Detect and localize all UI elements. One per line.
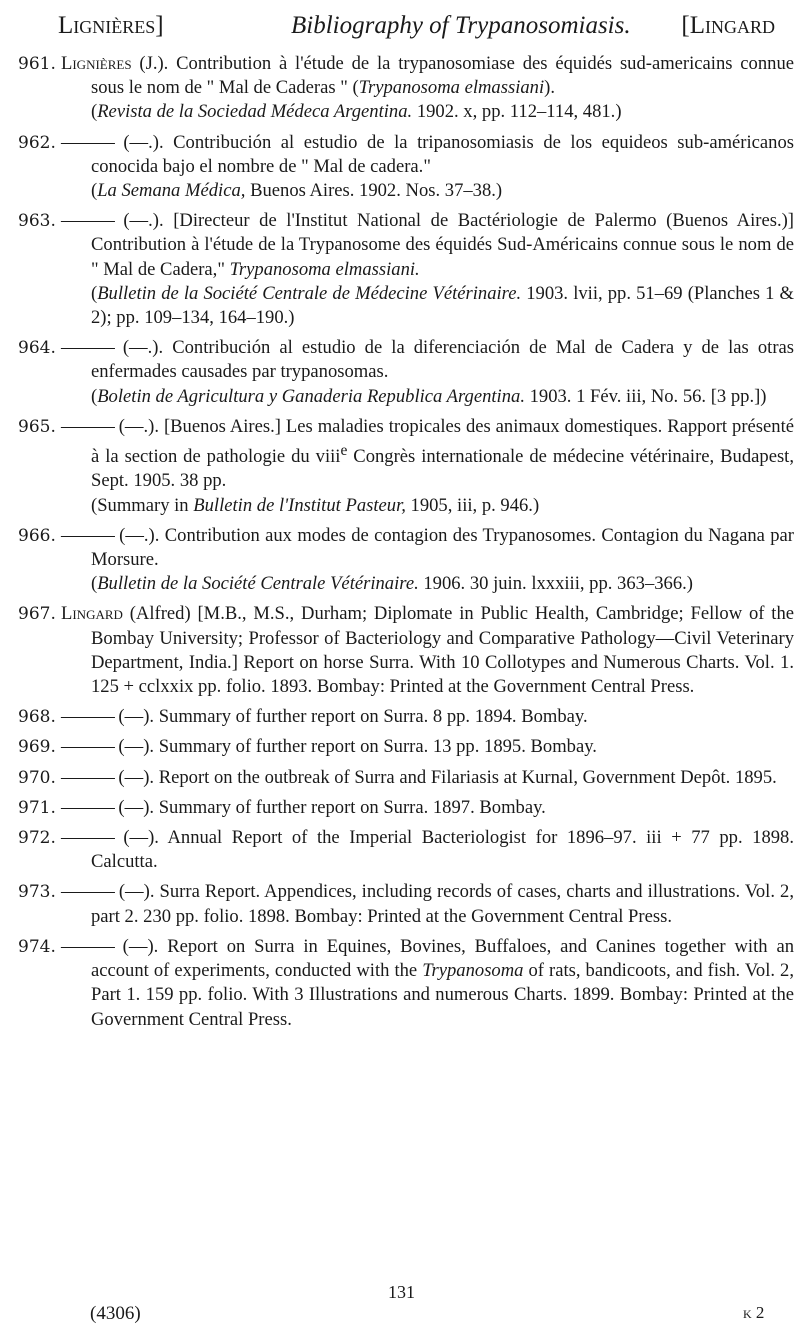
entry-974	[0, 935, 801, 1032]
entry-list	[0, 52, 801, 1038]
entry-number: 968.	[18, 707, 56, 728]
entry-text: Lingard (Alfred) [M.B., M.S., Durham; Diplomate in Public Health, Cambridge; Fellow of the Bombay University; Professor of Bacteriology and Comparative Pathology—Civil Veterinary Department, India.] Report on horse Surra. With 10 Collotypes and Numerous Charts. Vol. 1. 125 + cclxxix pp. folio. 1893. Bombay: Printed at the Government Central Press.	[61, 603, 794, 698]
entry-text: Lignières (J.). Contribution à l'étude de la trypanosomiase des équidés sud-americains connue sous le nom de " Mal de Caderas " (Trypanosoma elmassiani). (Revista de la Sociedad Médeca Argentina. 1902. x, pp. 112–114, 481.)	[61, 53, 794, 123]
entry-973	[0, 880, 801, 928]
entry-962	[0, 131, 801, 204]
entry-number: 973.	[18, 882, 56, 903]
entry-text: ——— (—). Annual Report of the Imperial Bacteriologist for 1896–97. iii + 77 pp. 1898. Calcutta.	[61, 827, 794, 873]
entry-number: 970.	[18, 767, 56, 788]
entry-number: 972.	[18, 828, 56, 849]
entry-971	[0, 796, 801, 820]
entry-text: ——— (—.). Contribution aux modes de contagion des Trypanosomes. Contagion du Nagana par Morsure. (Bulletin de la Société Centrale Vétérinaire. 1906. 30 juin. lxxxiii, pp. 363–366.)	[61, 524, 794, 595]
entry-number: 962.	[18, 132, 56, 153]
entry-number: 967.	[18, 604, 56, 625]
signature-mark: k 2	[743, 1303, 765, 1322]
entry-972	[0, 826, 801, 874]
entry-number: 974.	[18, 936, 56, 957]
entry-text: ——— (—.). [Directeur de l'Institut National de Bactériologie de Palermo (Buenos Aires.)] Contribution à l'étude de la Trypanosome des équidés Sud-Américains connue sous le nom de " Mal de Cadera," Trypanosoma elmassiani. (Bulletin de la Société Centrale de Médecine Vétérinaire. 1903. lvii, pp. 51–69 (Planches 1 & 2); pp. 109–134, 164–190.)	[61, 210, 795, 329]
entry-966	[0, 524, 801, 597]
entry-text: ——— (—). Surra Report. Appendices, including records of cases, charts and illustrations. Vol. 2, part 2. 230 pp. folio. 1898. Bombay: Printed at the Government Central Press.	[61, 881, 794, 927]
header-right: [Lingard	[681, 12, 775, 39]
entry-964	[0, 336, 801, 409]
entry-968	[0, 705, 801, 729]
entry-969	[0, 735, 801, 759]
entry-text: ——— (—). Summary of further report on Surra. 13 pp. 1895. Bombay.	[61, 736, 597, 758]
entry-number: 969.	[18, 737, 56, 758]
header-title: Bibliography of Trypanosomiasis.	[291, 12, 631, 39]
entry-965	[0, 415, 801, 518]
entry-963	[0, 209, 801, 330]
entry-961	[0, 52, 801, 125]
entry-number: 961.	[18, 54, 56, 74]
entry-number: 971.	[18, 797, 56, 818]
running-header	[58, 6, 775, 46]
page-number: 131	[388, 1282, 415, 1302]
entry-number: 965.	[18, 416, 56, 437]
entry-text: ——— (—). Summary of further report on Surra. 8 pp. 1894. Bombay.	[61, 706, 588, 728]
entry-text: ——— (—.). Contribución al estudio de la diferenciación de Mal de Cadera y de las otras enfermades causades par trypanosomas. (Boletin de Agricultura y Ganaderia Republica Argentina. 1903. 1 Fév. iii, No. 56. [3 pp.])	[61, 337, 794, 407]
entry-text: ——— (—.). [Buenos Aires.] Les maladies tropicales des animaux domestiques. Rapport présenté à la section de pathologie du viii$^e$ Congrès internationale de médecine vétérinaire, Budapest, Sept. 1905. 38 pp. (Summary in Bulletin de l'Institut Pasteur, 1905, iii, p. 946.)	[61, 415, 794, 516]
entry-text: ——— (—.). Contribución al estudio de la tripanosomiasis de los equideos sub-américanos conocida bajo el nombre de " Mal de cadera." (La Semana Médica, Buenos Aires. 1902. Nos. 37–38.)	[61, 131, 794, 202]
entry-number: 964.	[18, 338, 56, 359]
entry-number: 966.	[18, 525, 56, 546]
printer-code: (4306)	[90, 1303, 141, 1324]
entry-number: 963.	[18, 211, 56, 232]
entry-text: ——— (—). Report on the outbreak of Surra and Filariasis at Kurnal, Government Depôt. 1895.	[61, 766, 777, 788]
entry-text: ——— (—). Summary of further report on Surra. 1897. Bombay.	[61, 796, 546, 818]
header-left: Lignières]	[58, 12, 164, 39]
entry-text: ——— (—). Report on Surra in Equines, Bovines, Buffaloes, and Canines together with an account of experiments, conducted with the Trypanosoma of rats, bandicoots, and fish. Vol. 2, Part 1. 159 pp. folio. With 3 Illustrations and numerous Charts. 1899. Bombay: Printed at the Government Central Press.	[61, 935, 794, 1030]
entry-967	[0, 602, 801, 699]
entry-970	[0, 766, 801, 790]
